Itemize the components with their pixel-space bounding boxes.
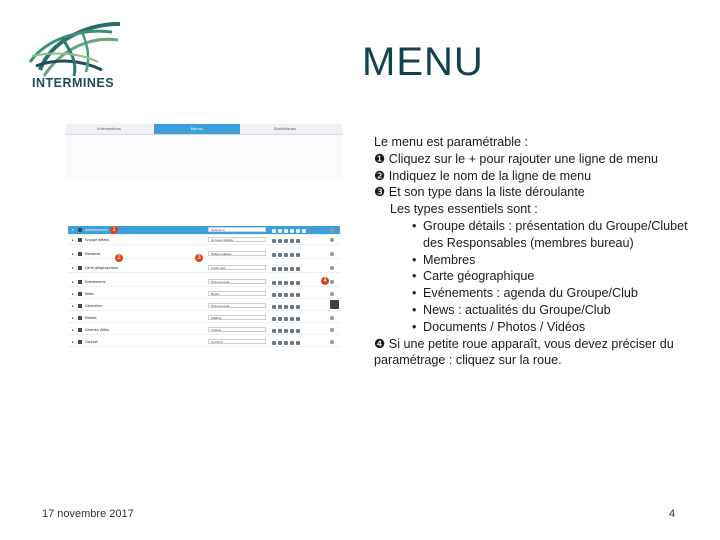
callout-badge-3: 3 <box>195 254 203 262</box>
tab-bar <box>66 124 342 135</box>
tab-informations[interactable]: Informations <box>97 126 121 131</box>
instructions-text <box>374 134 704 369</box>
move-icon[interactable] <box>290 239 294 243</box>
expand-icon[interactable]: ▸ <box>72 266 74 270</box>
move-icon[interactable] <box>290 329 294 333</box>
view-icon[interactable] <box>284 293 288 297</box>
type-select[interactable]: Sélection <box>208 227 266 232</box>
slide-title: MENU <box>362 40 484 84</box>
edit-icon[interactable] <box>272 267 276 271</box>
edit-icon[interactable] <box>272 305 276 309</box>
tab-menus[interactable]: Menus <box>154 124 240 134</box>
delete-icon[interactable] <box>296 341 300 345</box>
bullet-item <box>374 302 704 319</box>
move-icon[interactable] <box>290 267 294 271</box>
row-actions <box>272 238 330 242</box>
view-icon[interactable] <box>284 267 288 271</box>
expand-icon[interactable]: ▸ <box>72 316 74 320</box>
tree-row[interactable] <box>68 250 340 259</box>
view-icon[interactable] <box>284 317 288 321</box>
bullet-continuation <box>374 235 704 252</box>
row-actions <box>272 304 330 308</box>
row-name: Carte géographique <box>85 266 118 270</box>
view-icon[interactable] <box>284 329 288 333</box>
delete-icon[interactable] <box>296 329 300 333</box>
type-select[interactable]: Groupe détails <box>208 237 266 242</box>
delete-icon[interactable] <box>296 293 300 297</box>
edit-icon[interactable] <box>272 329 276 333</box>
tree-row[interactable] <box>68 264 340 273</box>
tree-row[interactable] <box>68 236 340 245</box>
copy-icon[interactable] <box>278 329 282 333</box>
tree-row[interactable] <box>68 338 340 347</box>
row-actions <box>272 228 330 232</box>
copy-icon[interactable] <box>278 281 282 285</box>
gear-icon[interactable] <box>330 340 334 344</box>
step-3: ❸ Et son type dans la liste déroulante <box>374 185 585 200</box>
tree-row[interactable] <box>68 302 340 311</box>
row-name: News <box>85 292 94 296</box>
row-name: Galeries Vidéo <box>85 328 109 332</box>
move-icon[interactable] <box>290 341 294 345</box>
copy-icon[interactable] <box>278 253 282 257</box>
tab-statistiques[interactable]: Statistiques <box>273 126 297 131</box>
view-icon[interactable] <box>284 341 288 345</box>
gear-icon[interactable] <box>330 252 334 256</box>
bullet-item <box>374 218 704 235</box>
checkbox-icon[interactable] <box>78 304 82 308</box>
type-select[interactable]: News <box>208 291 266 296</box>
move-icon[interactable] <box>296 229 300 233</box>
move-icon[interactable] <box>290 317 294 321</box>
checkbox-icon[interactable] <box>78 316 82 320</box>
row-name: Événements <box>85 280 106 284</box>
bullet-text: News : actualités du Groupe/Club <box>423 302 611 317</box>
checkbox-icon[interactable] <box>78 238 82 242</box>
checkbox-icon[interactable] <box>78 266 82 270</box>
type-select[interactable]: Médias <box>208 315 266 320</box>
bullet-item <box>374 252 704 269</box>
gear-settings-icon[interactable] <box>330 300 339 309</box>
step-4: ❹ Si une petite roue apparaît, vous devez préciser du <box>374 336 674 351</box>
row-name: Calendrier <box>85 304 103 308</box>
view-icon[interactable] <box>284 305 288 309</box>
type-select[interactable]: Vidéos <box>208 327 266 332</box>
gear-icon[interactable] <box>330 328 334 332</box>
bullet-item <box>374 285 704 302</box>
checkbox-icon[interactable] <box>78 340 82 344</box>
edit-icon[interactable] <box>272 317 276 321</box>
row-actions <box>272 292 330 296</box>
type-select[interactable]: Événements <box>208 303 266 308</box>
expand-icon[interactable]: ▾ <box>72 228 74 232</box>
gear-icon[interactable] <box>330 316 334 320</box>
tree-row[interactable] <box>68 290 340 299</box>
row-actions <box>272 252 330 256</box>
move-icon[interactable] <box>290 281 294 285</box>
bullet-text: Evénements : agenda du Groupe/Club <box>423 286 638 301</box>
type-select[interactable]: Carte géo <box>208 265 266 270</box>
bullet-text: Documents / Photos / Vidéos <box>423 319 586 334</box>
expand-icon[interactable]: ▸ <box>72 292 74 296</box>
checkbox-icon[interactable] <box>78 280 82 284</box>
gear-icon[interactable] <box>330 228 334 232</box>
delete-icon[interactable] <box>296 267 300 271</box>
checkbox-icon[interactable] <box>78 292 82 296</box>
edit-icon[interactable] <box>272 239 276 243</box>
expand-icon[interactable]: ▸ <box>72 304 74 308</box>
view-icon[interactable] <box>290 229 294 233</box>
view-icon[interactable] <box>284 239 288 243</box>
copy-icon[interactable] <box>278 267 282 271</box>
edit-icon[interactable] <box>278 229 282 233</box>
checkbox-icon[interactable] <box>78 252 82 256</box>
row-actions <box>272 316 330 320</box>
bullet-text: des Responsables (membres bureau) <box>423 235 634 250</box>
page-number: 4 <box>669 508 676 520</box>
callout-badge-4: 4 <box>321 277 329 285</box>
tree-row[interactable] <box>68 314 340 323</box>
copy-icon[interactable] <box>278 239 282 243</box>
embedded-screenshot <box>66 120 342 358</box>
row-actions <box>272 266 330 270</box>
step-4-continuation: paramétrage : cliquez sur la roue. <box>374 353 562 368</box>
move-icon[interactable] <box>290 305 294 309</box>
expand-icon[interactable]: ▸ <box>72 328 74 332</box>
checkbox-icon[interactable] <box>78 328 82 332</box>
callout-badge-1: 1 <box>110 226 118 234</box>
edit-icon[interactable] <box>272 293 276 297</box>
tree-header-row[interactable] <box>68 226 340 235</box>
move-icon[interactable] <box>290 293 294 297</box>
edit-icon[interactable] <box>272 253 276 257</box>
types-title: Les types essentiels sont : <box>390 202 538 217</box>
checkbox-icon[interactable] <box>78 228 82 232</box>
copy-icon[interactable] <box>278 341 282 345</box>
delete-icon[interactable] <box>296 239 300 243</box>
footer-date: 17 novembre 2017 <box>42 508 134 520</box>
gear-icon[interactable] <box>330 280 334 284</box>
callout-badge-2: 2 <box>115 254 123 262</box>
copy-icon[interactable] <box>278 293 282 297</box>
logo-text: INTERMINES <box>32 76 115 90</box>
tree-row[interactable] <box>68 326 340 335</box>
row-name: Médias <box>85 316 97 320</box>
expand-icon[interactable]: ▸ <box>72 252 74 256</box>
edit-icon[interactable] <box>272 341 276 345</box>
bullet-item <box>374 319 704 336</box>
gear-icon[interactable] <box>330 292 334 296</box>
bullet-text: Membres <box>423 252 476 267</box>
expand-icon[interactable]: ▸ <box>72 238 74 242</box>
view-icon[interactable] <box>284 253 288 257</box>
type-select[interactable]: Contact <box>208 339 266 344</box>
delete-icon[interactable] <box>296 253 300 257</box>
row-name: Contact <box>85 340 98 344</box>
delete-icon[interactable] <box>296 305 300 309</box>
tree-row[interactable] <box>68 278 340 287</box>
edit-icon[interactable] <box>272 281 276 285</box>
move-icon[interactable] <box>290 253 294 257</box>
delete-icon[interactable] <box>296 281 300 285</box>
view-icon[interactable] <box>284 281 288 285</box>
add-icon[interactable] <box>272 229 276 233</box>
copy-icon[interactable] <box>278 317 282 321</box>
row-name: Arborescence <box>85 228 108 232</box>
bullet-item <box>374 268 704 285</box>
step-1: ❶ Cliquez sur le + pour rajouter une ligne de menu <box>374 151 658 166</box>
expand-icon[interactable]: ▸ <box>72 280 74 284</box>
copy-icon[interactable] <box>284 229 288 233</box>
type-select[interactable]: Événements <box>208 279 266 284</box>
intro-line: Le menu est paramétrable : <box>374 135 529 149</box>
delete-icon[interactable] <box>296 317 300 321</box>
expand-icon[interactable]: ▸ <box>72 340 74 344</box>
type-select[interactable]: Responsables <box>208 251 266 256</box>
delete-icon[interactable] <box>302 229 306 233</box>
gear-icon[interactable] <box>330 238 334 242</box>
row-name: Membres <box>85 252 101 256</box>
bullet-text: Groupe détails : présentation du Groupe/Clubet <box>423 218 688 233</box>
row-name: Groupe détails <box>85 238 110 242</box>
row-actions <box>272 328 330 332</box>
bullet-text: Carte géographique <box>423 269 535 284</box>
copy-icon[interactable] <box>278 305 282 309</box>
step-2: ❷ Indiquez le nom de la ligne de menu <box>374 168 592 183</box>
gear-icon[interactable] <box>330 266 334 270</box>
row-actions <box>272 340 330 344</box>
